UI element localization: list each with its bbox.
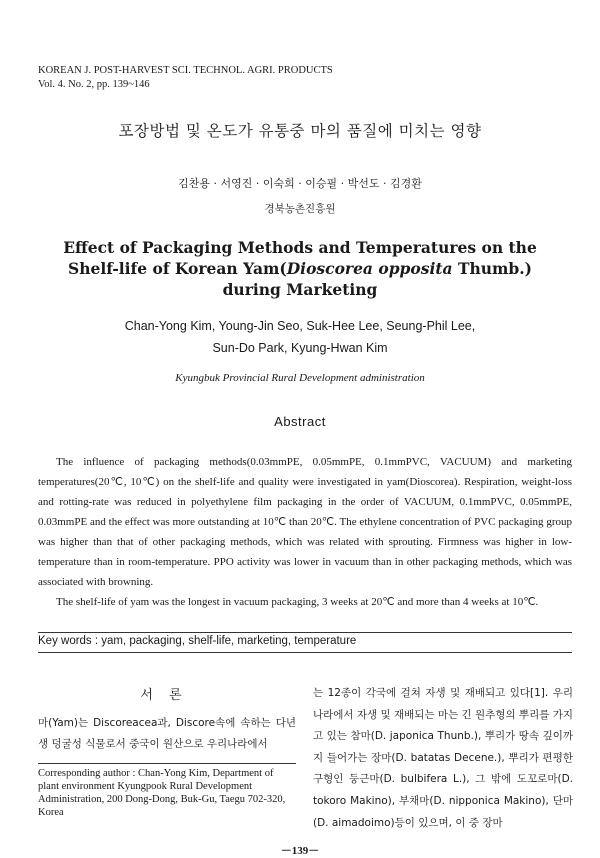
title-english: [40, 237, 560, 300]
species-name: Dioscorea opposita: [286, 259, 453, 278]
abstract-body: [38, 452, 572, 612]
intro-left-text: 마(Yam)는 Discoreacea과, Discore속에 속하는 다년생 덩굴성 식물로서 중국이 원산으로 우리나라에서: [38, 717, 296, 750]
journal-volume: Vol. 4. No. 2, pp. 139~146: [38, 79, 150, 90]
authors-korean: 김찬용 · 서영진 · 이숙희 · 이승필 · 박선도 · 김경환: [178, 177, 422, 190]
authors-english-line1: Chan-Yong Kim, Young-Jin Seo, Suk-Hee Lee, Seung-Phil Lee,: [124, 319, 476, 333]
intro-right-text: 는 12종이 각국에 걸쳐 자생 및 재배되고 있다[1]. 우리나라에서 자생 및 재배되는 마는 긴 원추형의 뿌리를 가지고 있는 참마(D. japonica Thunb.), 뿌리가 땅속 깊이까지 들어가는 장마(D. batatas Decene.), 뿌리가 편평한 구형인 둥근마(D. bulbifera L.), 그 밖에 도꼬로마(D. tokoro Makino), 부채마(D. nipponica Makino), 단마(D. aimadoimo)등이 있으며, 이 중 장마: [313, 687, 573, 829]
title-english-text: Shelf-life of Korean Yam(: [68, 259, 287, 278]
intro-left-column: [38, 713, 296, 755]
affiliation-korean: 경북농촌진흥원: [264, 203, 336, 215]
authors-english: [40, 315, 560, 359]
corresponding-author-footnote: Corresponding author : Chan-Yong Kim, Department of plant environment Kyungpook Rural Development Administration, 200 Dong-Dong, Buk-Gu, Taegu 702-320, Korea: [38, 768, 286, 818]
page-number: －139－: [280, 845, 320, 857]
title-korean: 포장방법 및 온도가 유통중 마의 품질에 미치는 영향: [118, 122, 482, 140]
keywords-top-rule: [38, 632, 572, 633]
section-heading-introduction: 서 론: [140, 688, 188, 703]
footnote-rule: [38, 763, 296, 764]
affiliation-english: Kyungbuk Provincial Rural Development administration: [175, 372, 425, 384]
keywords: Key words : yam, packaging, shelf-life, marketing, temperature: [38, 635, 357, 647]
authors-english-line2: Sun-Do Park, Kyung-Hwan Kim: [212, 341, 388, 355]
abstract-paragraph-2: The shelf-life of yam was the longest in vacuum packaging, 3 weeks at 20℃ and more than 4 weeks at 10℃.: [56, 596, 539, 608]
intro-right-column: [313, 683, 573, 834]
keywords-bottom-rule: [38, 652, 572, 653]
journal-name: KOREAN J. POST-HARVEST SCI. TECHNOL. AGRI. PRODUCTS: [38, 65, 333, 76]
journal-header: [38, 64, 333, 92]
title-english-line3: during Marketing: [222, 280, 378, 299]
title-english-line2: [40, 258, 560, 279]
title-english-line1: Effect of Packaging Methods and Temperatures on the: [63, 238, 537, 257]
abstract-heading: Abstract: [274, 414, 326, 429]
abstract-paragraph-1: The influence of packaging methods(0.03mmPE, 0.05mmPE, 0.1mmPVC, VACUUM) and marketing temperatures(20℃, 10℃) on the shelf-life and quality were investigated in yam(Dioscorea). Respiration, weight-loss and rotting-rate was reduced in polyethylene film packaging in the order of VACUUM, 0.1mmPVC, 0.05mmPE, 0.03mmPE and the effect was more outstanding at 10℃ than 20℃. The ethylene concentration of PVC packaging group was higher than that of other packaging methods, which was related with sprouting. Firmness was higher in low-temperature than in room-temperature. PPO activity was lower in vacuum than in other packaging methods, which was associated with browning.: [38, 456, 572, 588]
title-english-author-abbrev: Thumb.): [452, 259, 532, 278]
